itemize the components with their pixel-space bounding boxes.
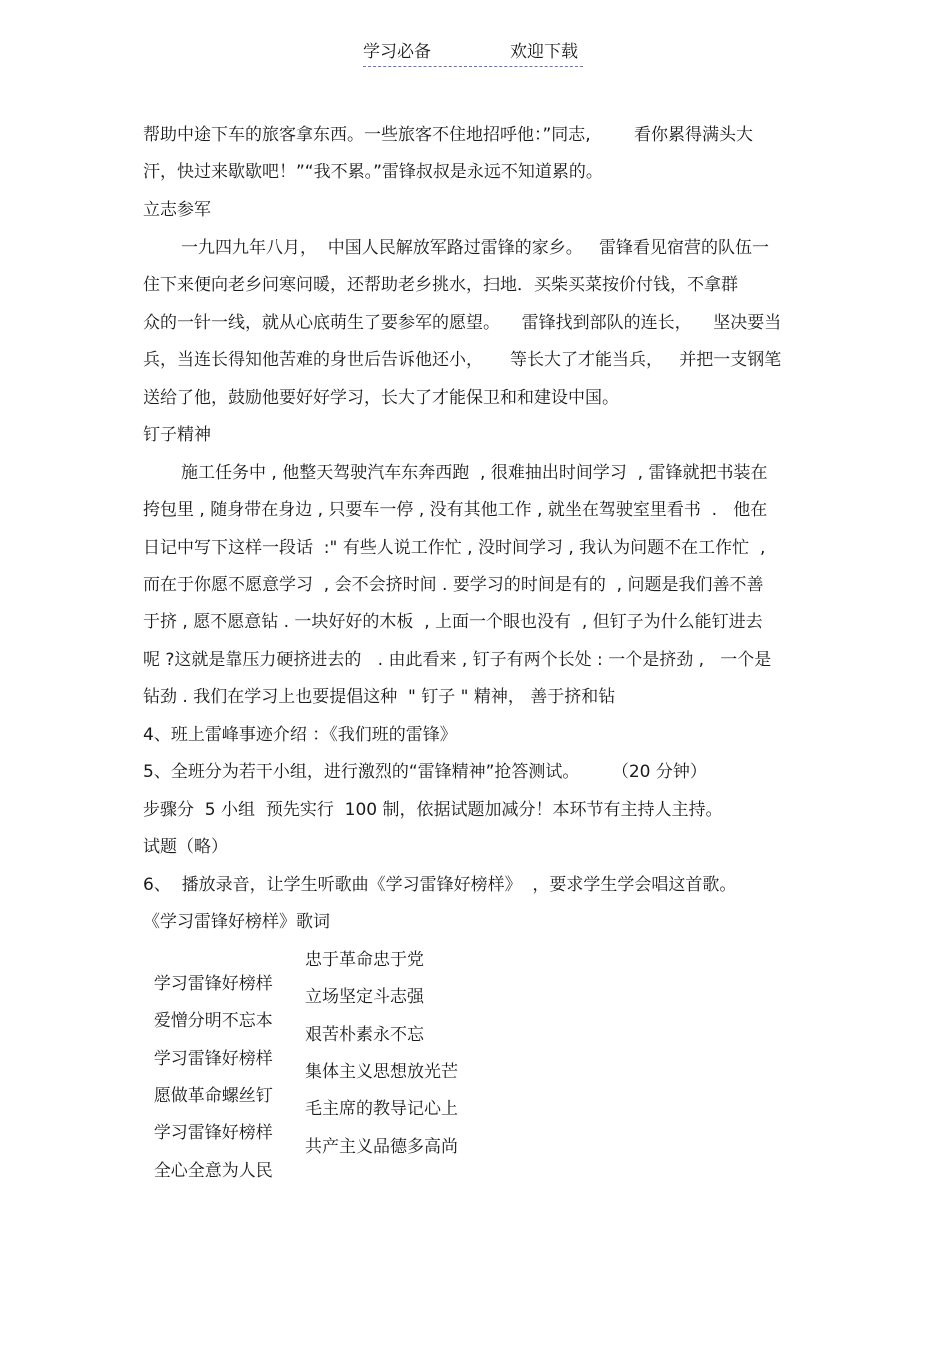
paragraph-first-line: 一九四九年八月， 中国人民解放军路过雷锋的家乡。 雷锋看见宿营的队伍一 (181, 238, 770, 258)
body-line: 众的一针一线，就从心底萌生了要参军的愿望。 雷锋找到部队的连长， 坚决要当 (143, 313, 782, 333)
lyrics-row (143, 1135, 458, 1207)
paragraph-first-line: 施工任务中 , 他整天驾驶汽车东奔西跑 , 很难抽出时间学习 , 雷锋就把书装在 (181, 463, 768, 483)
lyrics-left: 全心全意为人民 (153, 1161, 273, 1181)
section-heading: 立志参军 (143, 200, 211, 220)
lyrics-right: 共产主义品德多高尚 (305, 1137, 458, 1157)
body-line: 汗，快过来歇歇吧！”“我不累。”雷锋叔叔是永远不知道累的。 (143, 162, 603, 182)
list-item: 6、 播放录音，让学生听歌曲《学习雷锋好榜样》 ，要求学生学会唱这首歌。 (143, 875, 737, 895)
lyrics-left: 爱憎分明不忘本 (153, 1011, 273, 1031)
lyrics-left: 愿做革命螺丝钉 (153, 1086, 273, 1106)
body-line: 兵，当连长得知他苦难的身世后告诉他还小， 等长大了才能当兵， 并把一支钢笔 (143, 350, 782, 370)
body-line: 钻劲 . 我们在学习上也要提倡这种 " 钉子 " 精神， 善于挤和钻 (143, 687, 616, 707)
lyrics-right: 立场坚定斗志强 (305, 987, 424, 1007)
list-item: 4、班上雷峰事迹介绍 ：《我们班的雷锋》 (143, 725, 457, 745)
lyrics-left: 学习雷锋好榜样 (153, 974, 273, 994)
body-line: 帮助中途下车的旅客拿东西。一些旅客不住地招呼他：”同志, 看你累得满头大 (143, 125, 753, 145)
lyrics-right: 毛主席的教导记心上 (305, 1099, 458, 1119)
body-line: 步骤分 5 小组 预先实行 100 制，依据试题加减分！本环节有主持人主持。 (143, 800, 723, 820)
list-item: 5、全班分为若干小组，进行激烈的“雷锋精神”抢答测试。 （20 分钟） (143, 762, 707, 782)
body-line: 住下来便向老乡问寒问暖，还帮助老乡挑水，扫地．买柴买菜按价付钱，不拿群 (143, 275, 738, 295)
body-line: 送给了他，鼓励他要好好学习，长大了才能保卫和和建设中国。 (143, 388, 619, 408)
lyrics-left: 学习雷锋好榜样 (153, 1049, 273, 1069)
body-line: 于挤 , 愿不愿意钻 . 一块好好的木板 , 上面一个眼也没有 , 但钉子为什么能钉进去 (143, 612, 763, 632)
body-line: 日记中写下这样一段话 :" 有些人说工作忙 , 没时间学习 , 我认为问题不在工作忙 , (143, 538, 766, 558)
body-line: 试题（略） (143, 837, 228, 857)
lyrics-right: 集体主义思想放光芒 (305, 1062, 458, 1082)
lyrics-right: 忠于革命忠于党 (305, 950, 424, 970)
lyrics-title: 《学习雷锋好榜样》歌词 (143, 912, 330, 932)
body-line: 而在于你愿不愿意学习 , 会不会挤时间 . 要学习的时间是有的 , 问题是我们善不善 (143, 575, 764, 595)
body-line: 挎包里 , 随身带在身边 , 只要车一停 , 没有其他工作 , 就坐在驾驶室里看书 . 他在 (143, 500, 768, 520)
body-line: 呢 ?这就是靠压力硬挤进去的 . 由此看来 , 钉子有两个长处 : 一个是挤劲 , 一个是 (143, 650, 772, 670)
header-left-text: 学习必备 (363, 42, 431, 62)
section-heading: 钉子精神 (143, 425, 211, 445)
header-right-text: 欢迎下载 (510, 42, 578, 62)
lyrics-left: 学习雷锋好榜样 (153, 1123, 273, 1143)
lyrics-right: 艰苦朴素永不忘 (305, 1025, 424, 1045)
page-header (363, 40, 583, 67)
